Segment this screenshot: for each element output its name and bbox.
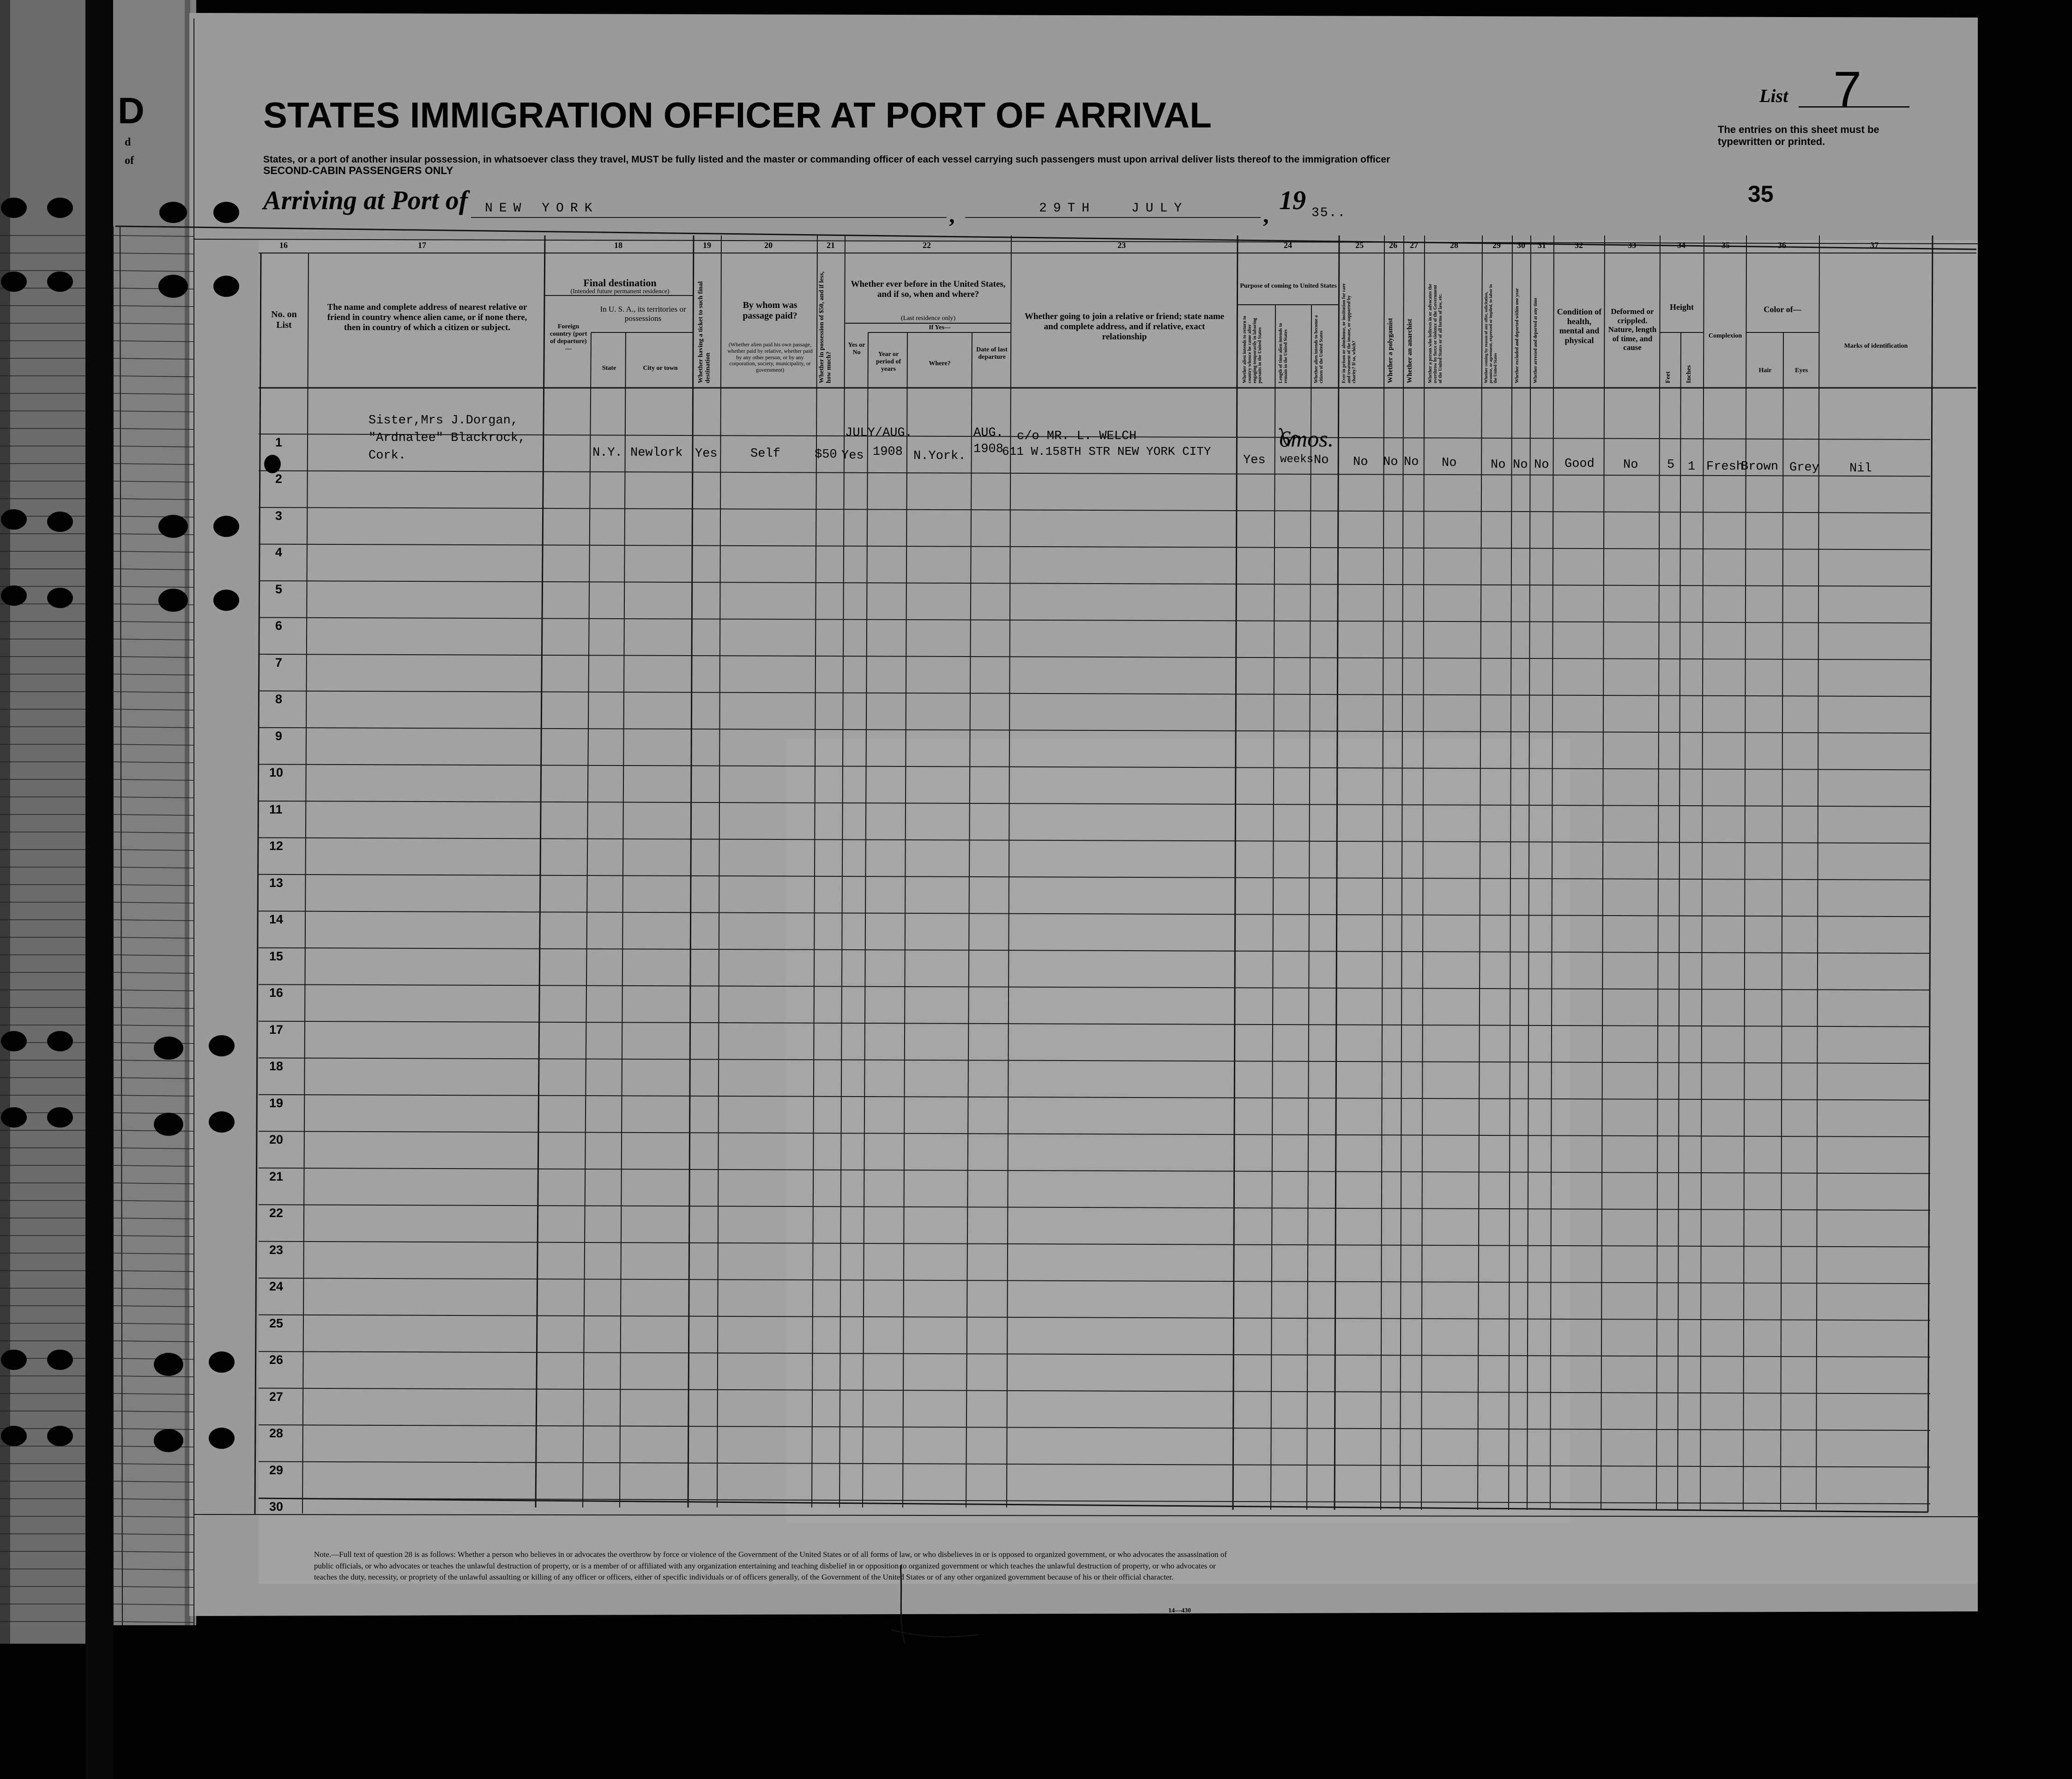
row-number: 23 (269, 1242, 284, 1257)
entry-marks: Nil (1849, 462, 1872, 476)
col-num-17: 17 (418, 241, 426, 250)
header-anarchist: Whether an anarchist (1406, 319, 1414, 383)
header-feet: Feet (1665, 371, 1672, 383)
header-join-relative: Whether going to join a relative or friend; state name and complete address, and if relative, exact relationship (1024, 312, 1225, 342)
row-number: 11 (269, 802, 283, 816)
entry-relative-line-1: Sister,Mrs J.Dorgan, (368, 414, 519, 428)
row-number: 18 (269, 1059, 284, 1073)
year-prefix: 19 (1279, 185, 1306, 215)
col-num-21: 21 (827, 241, 835, 250)
margin-letter-d: D (118, 90, 145, 131)
entry-inches: 1 (1688, 460, 1696, 474)
row-number: 9 (275, 729, 283, 743)
row-number: 7 (275, 655, 283, 669)
col-num-25: 25 (1355, 241, 1364, 250)
row-number: 3 (275, 508, 283, 523)
header-city: City or town (643, 365, 678, 372)
header-purpose-citizen: Whether alien intends to become a citizen of the United States (1314, 315, 1324, 383)
row-number: 17 (269, 1022, 284, 1037)
header-condition: Condition of health, mental and physical (1557, 307, 1602, 345)
col-num-27: 27 (1410, 241, 1418, 250)
entry-deformed: No (1623, 458, 1638, 472)
instruction-text: States, or a port of another insular possession, in whatsoever class they travel, MUST be fully listed and the master or commanding officer of each vessel carrying such passengers must upon arrival deliver lists thereof to the immigration officer (263, 154, 1390, 165)
row-number: 13 (269, 875, 284, 890)
entry-city: Newlork (630, 446, 683, 460)
entry-eyes: Grey (1789, 461, 1819, 475)
entry-return-intent: Yes (1243, 453, 1266, 467)
row-number: 21 (269, 1169, 284, 1183)
entry-feet: 5 (1667, 458, 1675, 472)
header-before-in-us: Whether ever before in the United States, and if so, when and where? (851, 279, 1006, 299)
row-number: 24 (269, 1279, 284, 1294)
row-number: 26 (269, 1353, 284, 1367)
arriving-label: Arriving at Port of (263, 185, 468, 215)
header-in-usa: In U. S. A., its territories or possessions (600, 305, 686, 323)
row-number: 19 (269, 1096, 284, 1110)
entry-anarchist: No (1404, 455, 1419, 469)
header-final-destination: Final destination (583, 277, 657, 289)
entry-overthrow: No (1442, 456, 1457, 470)
header-if-yes: If Yes— (929, 324, 951, 331)
entry-handwritten-length: 6mos. (1279, 426, 1334, 452)
col-num-26: 26 (1389, 241, 1397, 250)
entry-departure-line-1: AUG. (973, 426, 1003, 440)
row-number: 29 (269, 1463, 284, 1477)
port-underline (471, 217, 947, 218)
col-num-20: 20 (764, 241, 773, 250)
year-suffix: 35.. (1311, 206, 1347, 220)
col-num-32: 32 (1575, 241, 1583, 250)
list-number: 7 (1833, 61, 1862, 118)
entry-arrested: No (1534, 458, 1549, 472)
col-num-35: 35 (1722, 241, 1730, 250)
header-state: State (602, 365, 616, 372)
col-num-34: 34 (1677, 241, 1685, 250)
second-cabin-label: SECOND-CABIN PASSENGERS ONLY (263, 164, 453, 176)
header-polygamist: Whether a polygamist (1387, 318, 1394, 383)
col-num-22: 22 (923, 241, 931, 250)
col-num-19: 19 (703, 241, 711, 250)
row-number: 12 (269, 839, 284, 853)
entry-money: $50 (815, 448, 837, 462)
entry-join-line-1: c/o MR. L. WELCH (1017, 429, 1137, 443)
date-underline (965, 217, 1261, 218)
row-number: 22 (269, 1206, 284, 1220)
entry-period-line-2: 1908 (873, 445, 903, 459)
entry-where: N.York. (913, 449, 966, 463)
list-label: List (1759, 85, 1788, 106)
header-by-whom-sub: (Whether alien paid his own passage, whether paid by relative, whether paid by any other person, or by any corporation, society, municipality, or government) (727, 341, 813, 374)
date-month: JULY (1131, 201, 1189, 216)
header-color-of: Color of— (1764, 305, 1801, 314)
sheet-note: The entries on this sheet must be typewritten or printed. (1718, 124, 1879, 148)
row-number: 1 (275, 435, 283, 449)
header-marks: Marks of identification (1844, 343, 1908, 350)
row-number: 2 (275, 472, 283, 486)
entry-hair: Brown (1741, 460, 1779, 474)
row-number: 20 (269, 1133, 284, 1147)
entry-health: Good (1565, 457, 1595, 471)
row-number: 4 (275, 545, 283, 560)
header-offer-of-labor: Whether coming by reason of any offer, solicitation, promise, or agreement, expressed or implied, to labor in the United States (1484, 284, 1498, 383)
comma-2: , (1263, 202, 1269, 228)
header-year-period: Year or period of years (876, 351, 901, 373)
row-number: 10 (269, 766, 284, 780)
entry-become-citizen: No (1314, 453, 1329, 467)
header-deformed: Deformed or crippled. Nature, length of time, and cause (1608, 307, 1657, 352)
header-no-on-list: No. on List (271, 309, 297, 330)
entry-paid-by: Self (750, 447, 780, 461)
row-number: 15 (269, 949, 284, 963)
header-prison: Ever in prison or almshouse, or institution for care and treatment of the insane, or supported by charity? If so, which? (1341, 283, 1357, 383)
entry-join-line-2: 611 W.158TH STR NEW YORK CITY (1002, 445, 1211, 458)
header-possession-50: Whether in possession of $50, and if less, how much? (818, 271, 833, 383)
entry-prison: No (1353, 455, 1368, 469)
comma: , (949, 202, 955, 228)
col-num-37: 37 (1870, 241, 1879, 250)
row-number: 8 (275, 692, 283, 706)
header-excluded: Whether excluded and deported within one year (1515, 288, 1520, 383)
date-day: 29TH (1039, 201, 1096, 216)
col-num-18: 18 (614, 241, 622, 250)
entry-ticket: Yes (695, 447, 718, 461)
header-date-departure: Date of last departure (976, 346, 1008, 361)
col-num-23: 23 (1118, 241, 1126, 250)
col-num-36: 36 (1778, 241, 1786, 250)
header-arrested: Whether arrested and deported at any time (1533, 297, 1538, 383)
header-nearest-relative: The name and complete address of nearest relative or friend in country whence alien came, or if none there, then in country of which a citizen or subject. (327, 302, 527, 332)
port-name: NEW YORK (485, 201, 599, 216)
header-before-sub: (Last residence only) (900, 315, 956, 322)
col-num-24: 24 (1284, 241, 1292, 250)
page-title: STATES IMMIGRATION OFFICER AT PORT OF ARRIVAL (263, 95, 1212, 135)
entry-relative-line-2: "Ardnalee" Blackrock, (368, 431, 526, 445)
header-yes-or-no: Yes or No (848, 342, 865, 356)
row-number: 6 (275, 619, 283, 633)
footnote: Note.—Full text of question 28 is as follows: Whether a person who believes in or advocates the overthrow by force or violence of the Government of the United States or of all forms of law, or who disbelieves in or is opposed to organized government, or who advocates the assassination of public officials, or who advocates or teaches the unlawful destruction of property, or is a member of or affiliated with any organization entertaining and teaching disbelief in or opposition to organized government or which teaches the unlawful destruction of property, or who advocates or teaches the duty, necessity, or propriety of the unlawful assaulting or killing of any officer or officers, either of specific individuals or of officers generally, of the Government of the United States or of any other organized government because of his or their official character. (314, 1550, 1227, 1582)
header-hair: Hair (1758, 367, 1772, 374)
entry-state: N.Y. (592, 446, 622, 460)
margin-letter-of: of (125, 155, 134, 167)
entry-polygamist: No (1383, 455, 1398, 469)
header-foreign-country: Foreign country (port of departure)— (550, 323, 587, 353)
header-by-whom: By whom was passage paid? (743, 300, 797, 321)
col-num-16: 16 (279, 241, 288, 250)
row-number: 28 (269, 1426, 284, 1441)
col-num-31: 31 (1538, 241, 1546, 250)
row-number: 25 (269, 1316, 284, 1330)
row-number: 30 (269, 1500, 284, 1514)
header-purpose: Purpose of coming to United States (1240, 283, 1337, 289)
row-number: 16 (269, 986, 284, 1000)
header-ticket: Whether having a ticket to such final destination (697, 281, 712, 383)
entry-excluded: No (1513, 458, 1528, 472)
margin-letter-small: d (125, 136, 131, 148)
entry-departure-line-2: 1908 (973, 442, 1003, 456)
header-eyes: Eyes (1795, 367, 1808, 374)
row-number: 5 (275, 582, 283, 596)
header-where: Where? (929, 360, 951, 367)
entry-period-line-1: JULY/AUG. (845, 426, 912, 440)
header-overthrow: Whether a person who believes in or advocates the overthrow by force or violence of the Government of the United States or of all forms of law, etc. (1428, 283, 1443, 383)
header-inches: Inches (1685, 365, 1692, 383)
header-final-destination-sub: (Intended future permanent residence) (570, 288, 670, 295)
entry-relative-line-3: Cork. (368, 449, 406, 463)
form-number: 14—430 (1168, 1607, 1191, 1614)
header-height: Height (1670, 302, 1694, 312)
entry-length-stay: weeks (1280, 453, 1314, 466)
entry-complexion: Fresh (1706, 460, 1744, 474)
header-purpose-return: Whether alien intends to return to country whence he came after engaging temporarily in laboring pursuits in the United States (1242, 315, 1263, 383)
entry-before-yes: Yes (841, 449, 864, 463)
row-number: 14 (269, 912, 284, 927)
col-num-28: 28 (1450, 241, 1458, 250)
col-num-33: 33 (1628, 241, 1636, 250)
header-purpose-length: Length of time alien intends to remain in the United States (1278, 323, 1288, 383)
entry-labor: No (1491, 458, 1506, 472)
handwritten-number: 35 (1748, 181, 1774, 207)
col-num-29: 29 (1492, 241, 1501, 250)
header-complexion: Complexion (1708, 332, 1742, 339)
row-number: 27 (269, 1389, 284, 1404)
col-num-30: 30 (1517, 241, 1525, 250)
